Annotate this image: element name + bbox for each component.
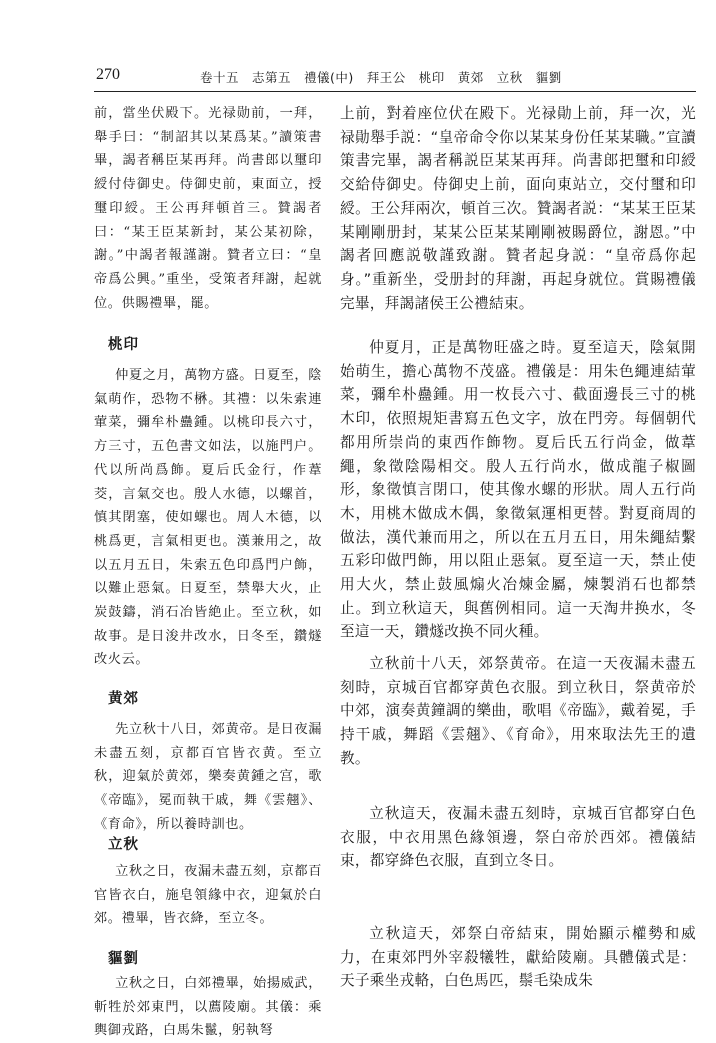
translation-paragraph-liqiu: 立秋這天，夜漏未盡五刻時，京城百官都穿白色衣服，中衣用黑色緣領邊，祭白帝於西郊。禮儀結束，都穿絳色衣服，直到立冬日。 xyxy=(340,805,696,870)
classical-paragraph-audience: 前，當坐伏殿下。光禄勋前，一拜，舉手曰：“制詔其以某爲某。”讀策書畢，謁者稱臣某再拜。尚書郎以璽印綬付侍御史。侍御史前，東面立，授璽印綬。王公再拜頓首三。贊謁者曰：“某王臣某新封，某公某初除，謝。”中謁者報謹謝。贊者立曰：“皇帝爲公興。”重坐，受策者拜謝，起就位。供賜禮畢，罷。 xyxy=(94,106,322,311)
classical-paragraph-taoyin: 仲夏之月，萬物方盛。日夏至，陰氣萌作，恐物不楙。其禮：以朱索連葷菜，彌牟朴蠱鍾。以桃印長六寸，方三寸，五色書文如法，以施門户。代以所尚爲飾。夏后氏金行，作葦茭，言氣交也。殷人水德，以螺首，慎其閉塞，使如螺也。周人木德，以桃爲更，言氣相更也。漢兼用之，故以五月五日，朱索五色印爲門户飾，以難止惡氣。日夏至，禁舉大火，止炭鼓鑄，消石冶皆絶止。至立秋，如故事。是日浚井改水，日冬至，鑽燧改火云。 xyxy=(94,368,322,668)
section-heading-taoyin: 桃印 xyxy=(108,337,139,353)
translation-paragraph-taoyin: 仲夏月，正是萬物旺盛之時。夏至這天，陰氣開始萌生，擔心萬物不茂盛。禮儀是：用朱色繩連結葷菜，彌牟朴蠱鍾。用一枚長六寸、截面邊長三寸的桃木印，依照規矩書寫五色文字，放在門旁。每個朝代都用所崇尚的東西作飾物。夏后氏五行尚金，做葦繩，象徵陰陽相交。殷人五行尚水，做成龍子椒圖形，象徵慎言閉口，使其像水螺的形狀。周人五行尚木，用桃木做成木偶，象徵氣運相更替。對夏商周的做法，漢代兼而用之，所以在五月五日，用朱繩結繫五彩印做門飾，用以阻止惡氣。夏至這一天，禁止使用大火，禁止鼓風煽火冶煉金屬，煉製消石也都禁止。到立秋這天，與舊例相同。這一天淘井换水，冬至這一天，鑽燧改换不同火種。 xyxy=(340,339,696,641)
translation-paragraph-chuliu: 立秋這天，郊祭白帝結束，開始顯示權勢和威力，在東郊門外宰殺犧牲，獻給陵廟。具體儀式是：天子乘坐戎輅，白色馬匹，鬃毛染成朱 xyxy=(340,925,696,990)
running-header: 卷十五 志第五 禮儀(中) 拜王公 桃印 黄郊 立秋 貙劉 xyxy=(200,70,562,85)
translation-paragraph-huangjiao: 立秋前十八天，郊祭黄帝。在這一天夜漏未盡五刻時，京城百官都穿黄色衣服。到立秋日，祭黄帝於中郊，演奏黄鐘調的樂曲，歌唱《帝臨》，戴着冕，手持干戚，舞蹈《雲翹》、《育命》，用來取法先王的遺教。 xyxy=(340,655,696,767)
translation-paragraph-audience: 上前，對着座位伏在殿下。光禄勛上前，拜一次，光禄勛舉手説：“皇帝命令你以某某身份任某某職。”宣讀策書完畢，謁者稱説臣某某再拜。尚書郎把璽和印綬交給侍御史。侍御史上前，面向東站立，交付璽和印綬。王公拜兩次，頓首三次。贊謁者説：“某某王臣某某剛剛册封，某某公臣某某剛剛被賜爵位，謝恩。”中謁者回應説敬謹致謝。贊者起身説：“皇帝爲你起身。”重新坐，受册封的拜謝，再起身就位。賞賜禮儀完畢，拜謁諸侯王公禮結束。 xyxy=(340,105,696,312)
classical-paragraph-chuliu: 立秋之日，白郊禮畢，始揚威武，斬牲於郊東門，以薦陵廟。其儀：乘輿御戎路，白馬朱鬣，躬執弩 xyxy=(94,976,322,1039)
section-heading-chuliu: 貙劉 xyxy=(108,951,139,967)
page-number: 270 xyxy=(96,66,120,83)
section-heading-liqiu: 立秋 xyxy=(108,837,139,853)
header-rule xyxy=(94,91,696,92)
classical-paragraph-huangjiao: 先立秋十八日，郊黄帝。是日夜漏未盡五刻，京都百官皆衣黄。至立秋，迎氣於黄郊，樂奏黄鍾之宫，歌《帝臨》，冕而執干戚，舞《雲翹》、《育命》，所以養時訓也。 xyxy=(94,722,322,832)
classical-paragraph-liqiu: 立秋之日，夜漏未盡五刻，京都百官皆衣白，施皂領緣中衣，迎氣於白郊。禮畢，皆衣絳，至立冬。 xyxy=(94,864,322,927)
section-heading-huangjiao: 黄郊 xyxy=(108,691,139,707)
